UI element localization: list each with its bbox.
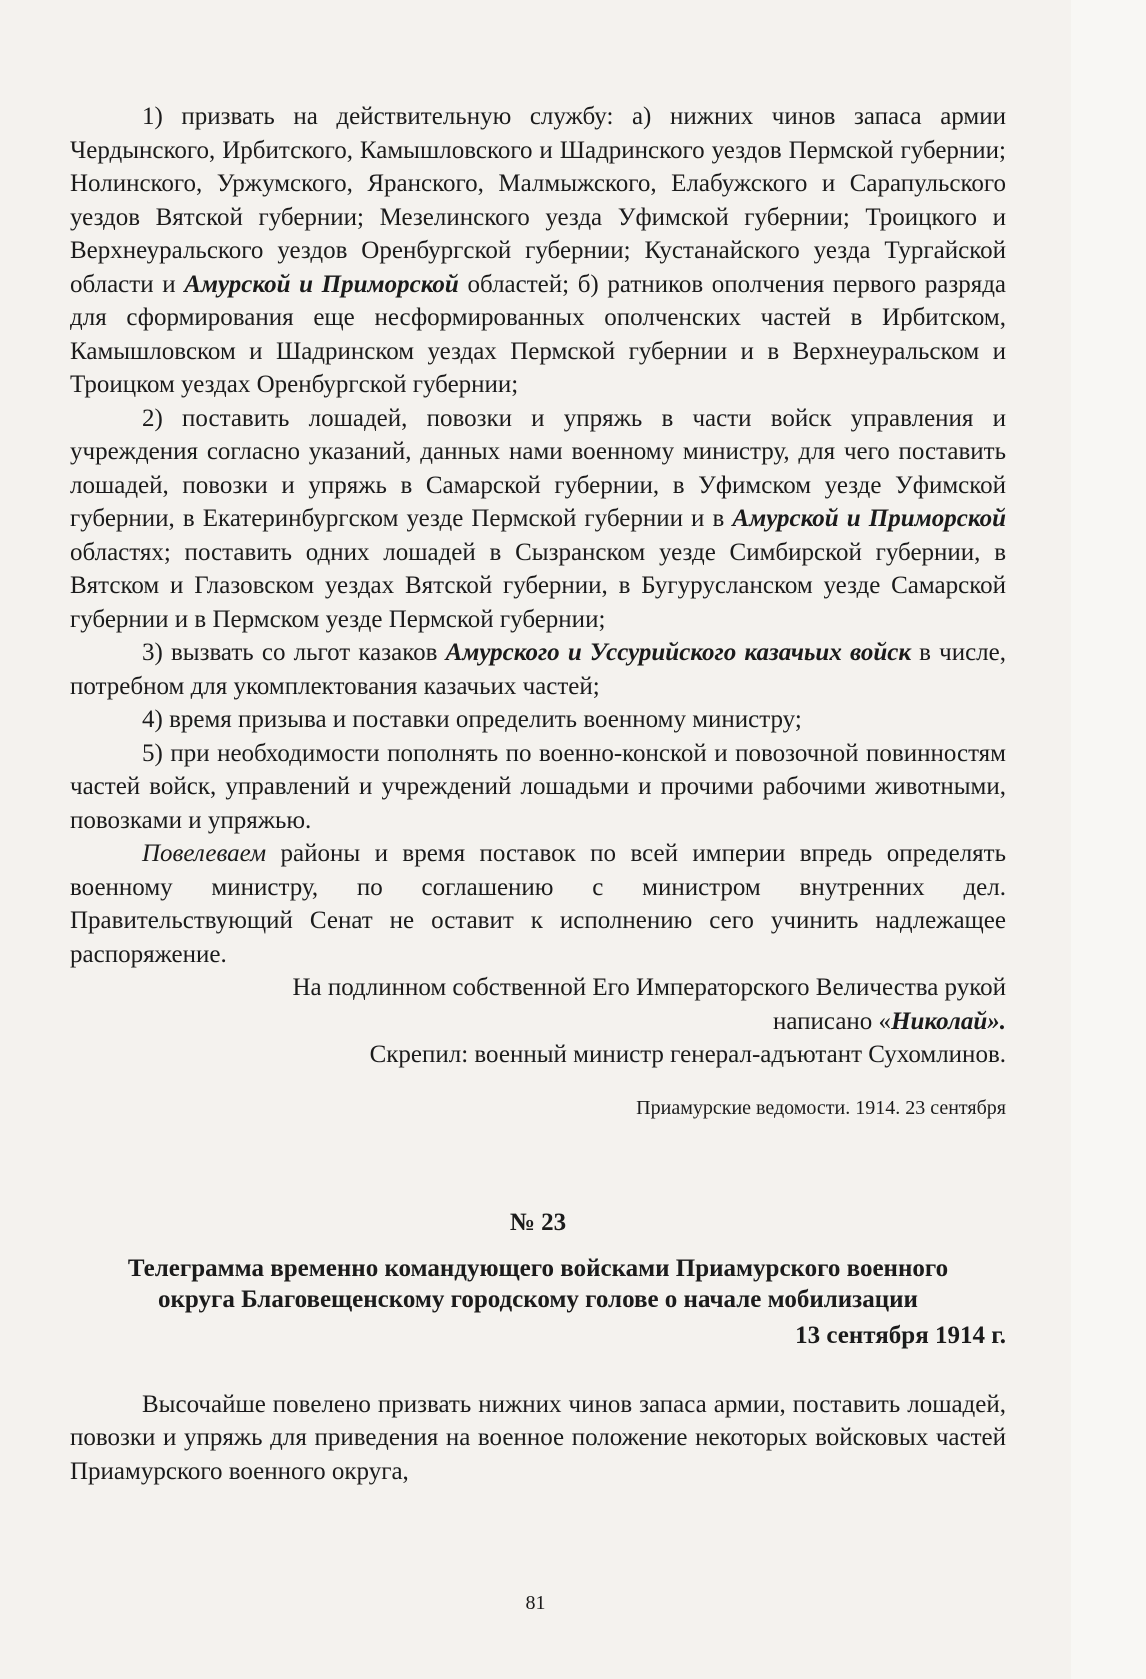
decree-paragraph-1: 1) призвать на действительную службу: а) нижних чинов запаса армии Чердынского, Ирбитского, Камышловского и Шадринского уездов Пермской губернии; Нолинского, Уржумского, Яранского, Малмыжского, Елабужского и Сарапульского уездов Вятской губернии; Мезелинского уезда Уфимской губернии; Троицкого и Верхнеуральского уездов Оренбургской губернии; Кустанайского уезда Тургайской области и Амурской и Приморской областей; б) ратников ополчения первого разряда для сформирования еще несформированных ополченских частей в Ирбитском, Камышловском и Шадринском уездах Пермской губернии и в Верхнеуральском и Троицком уездах Оренбургской губернии; <box>70 103 1007 398</box>
document-number: № 23 <box>509 1208 567 1236</box>
document-date: 13 сентября 1914 г. <box>795 1321 1006 1349</box>
emphasis-cossack-hosts: Амурского и Уссурийского казачьих войск <box>445 639 911 666</box>
document-title: Телеграмма временно командующего войсками Приамурского военного округа Благовещенскому городскому голове о начале мобилизации <box>127 1254 949 1313</box>
decree-paragraph-3: 3) вызвать со льгот казаков Амурского и Уссурийского казачьих войск в числе, потребном для укомплектования казачьих частей; <box>70 639 1006 700</box>
source-citation: Приамурские ведомости. 1914. 23 сентября <box>636 1096 1006 1119</box>
decree-paragraph-5: 5) при необходимости пополнять по военно-конской и повозочной повинностям частей войск, управлений и учреждений лошадьми и прочими рабочими животными, повозками и упряжью. <box>70 739 1006 834</box>
signature-line-2: написано «Николай». <box>773 1007 1006 1035</box>
signature-line-1: На подлинном собственной Его Императорского Величества рукой <box>292 974 1006 1001</box>
telegram-text <box>70 1388 1006 1489</box>
emphasis-povelevaem: Повелеваем <box>142 840 267 867</box>
decree-paragraph-2: 2) поставить лошадей, повозки и упряжь в части войск управления и учреждения согласно указаний, данных нами военному министру, для чего поставить лошадей, повозки и упряжь в Самарской губернии, в Уфимском уезде Уфимской губернии, в Екатеринбургском уезде Пермской губернии и в Амурской и Приморской областях; поставить одних лошадей в Сызранском уезде Симбирской губернии, в Вятском и Глазовском уездах Вятской губернии, в Бугурусланском уезде Самарской губернии и в Пермском уезде Пермской губернии; <box>70 404 1006 633</box>
emphasis-amur-primorye-2: Амурской и Приморской <box>732 505 1006 532</box>
page-number: 81 <box>525 1592 546 1614</box>
decree-text <box>70 100 1006 971</box>
signature-name: Николай». <box>891 1007 1006 1035</box>
scan-margin <box>1071 0 1146 1679</box>
decree-paragraph-6: Повелеваем районы и время поставок по всей империи впредь определять военному министру, по соглашению с министром внутренних дел. Правительствующий Сенат не оставит к исполнению сего учинить надлежащее распоряжение. <box>70 840 1006 968</box>
page-body <box>70 100 1006 1488</box>
countersignature: Скрепил: военный министр генерал-адъютант Сухомлинов. <box>369 1041 1006 1068</box>
telegram-paragraph-1: Высочайше повелено призвать нижних чинов запаса армии, поставить лошадей, повозки и упряжь для приведения на военное положение некоторых войсковых частей Приамурского военного округа, <box>70 1390 1006 1485</box>
decree-paragraph-4: 4) время призыва и поставки определить военному министру; <box>142 706 802 733</box>
emphasis-amur-primorye-1: Амурской и Приморской <box>184 270 459 298</box>
